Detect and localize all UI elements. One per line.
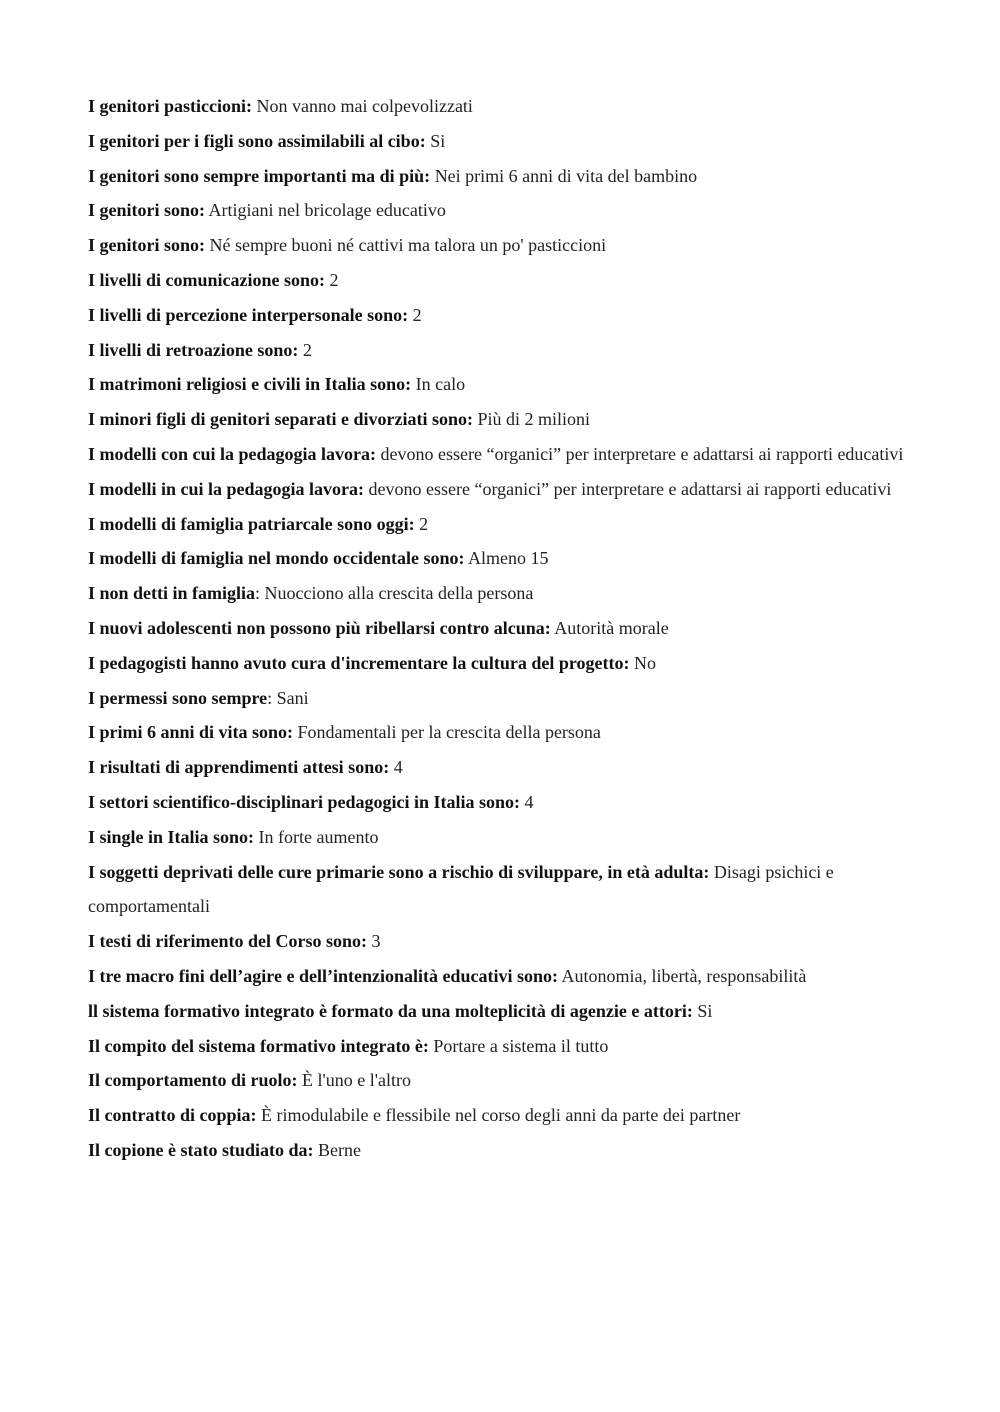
answer-text: 2 <box>325 269 339 290</box>
qa-entry <box>88 820 916 855</box>
answer-text: Nei primi 6 anni di vita del bambino <box>430 165 698 186</box>
answer-text: Autonomia, libertà, responsabilità <box>557 965 807 986</box>
qa-entry <box>88 1063 916 1098</box>
qa-entry <box>88 193 916 228</box>
question-text: I pedagogisti hanno avuto cura d'incrementare la cultura del progetto: <box>88 652 630 673</box>
answer-text: In forte aumento <box>254 826 379 847</box>
question-text: I nuovi adolescenti non possono più ribellarsi contro alcuna: <box>88 617 551 638</box>
question-text: I soggetti deprivati delle cure primarie sono a rischio di sviluppare, in età adulta: <box>88 861 710 882</box>
qa-list <box>88 89 916 1168</box>
qa-entry <box>88 507 916 542</box>
qa-entry <box>88 159 916 194</box>
answer-text: No <box>629 652 656 673</box>
question-text: Il comportamento di ruolo: <box>88 1070 298 1091</box>
question-text: ll sistema formativo integrato è formato da una molteplicità di agenzie e attori: <box>88 1000 693 1021</box>
qa-entry <box>88 924 916 959</box>
answer-text: In calo <box>411 374 466 395</box>
qa-entry <box>88 541 916 576</box>
question-text: I primi 6 anni di vita sono: <box>88 722 294 743</box>
question-text: I livelli di retroazione sono: <box>88 339 299 360</box>
answer-text: devono essere “organici” per interpretare e adattarsi ai rapporti educativi <box>364 478 892 499</box>
qa-entry <box>88 1133 916 1168</box>
question-text: I modelli in cui la pedagogia lavora: <box>88 478 365 499</box>
answer-text: Più di 2 milioni <box>472 409 591 430</box>
question-text: I genitori sono: <box>88 235 205 256</box>
answer-text: 2 <box>414 513 429 534</box>
answer-text: 2 <box>408 304 422 325</box>
answer-text: 4 <box>520 791 534 812</box>
question-text: Il contratto di coppia: <box>88 1105 257 1126</box>
question-text: I tre macro fini dell’agire e dell’intenzionalità educativi sono: <box>88 965 558 986</box>
question-text: I non detti in famiglia <box>88 583 256 604</box>
qa-entry <box>88 681 916 716</box>
qa-entry <box>88 1029 916 1064</box>
question-text: I genitori sono sempre importanti ma di più: <box>88 165 431 186</box>
qa-entry <box>88 298 916 333</box>
answer-text: devono essere “organici” per interpretare e adattarsi ai rapporti educativi <box>376 443 904 464</box>
qa-entry <box>88 402 916 437</box>
question-text: I genitori pasticcioni: <box>88 96 252 116</box>
qa-entry <box>88 472 916 507</box>
answer-text: Autorità morale <box>550 617 669 638</box>
answer-text: Artigiani nel bricolage educativo <box>205 200 446 221</box>
question-text: I single in Italia sono: <box>88 826 255 847</box>
answer-text: Si <box>692 1000 713 1021</box>
question-text: Il compito del sistema formativo integrato è: <box>88 1035 429 1056</box>
qa-entry <box>88 228 916 263</box>
question-text: I genitori sono: <box>88 200 205 221</box>
answer-text: 4 <box>389 757 403 778</box>
question-text: I genitori per i figli sono assimilabili al cibo: <box>88 130 426 151</box>
question-text: Il copione è stato studiato da: <box>88 1139 314 1160</box>
question-text: I minori figli di genitori separati e divorziati sono: <box>88 409 473 430</box>
qa-entry <box>88 785 916 820</box>
qa-entry <box>88 715 916 750</box>
qa-entry <box>88 855 916 925</box>
question-text: I modelli di famiglia patriarcale sono oggi: <box>88 513 415 534</box>
answer-text: : Nuocciono alla crescita della persona <box>255 583 534 604</box>
qa-entry <box>88 646 916 681</box>
question-text: I modelli con cui la pedagogia lavora: <box>88 443 376 464</box>
answer-text: 2 <box>298 339 312 360</box>
answer-text: Fondamentali per la crescita della persona <box>293 722 601 743</box>
answer-text: È l'uno e l'altro <box>297 1070 411 1091</box>
question-text: I matrimoni religiosi e civili in Italia sono: <box>88 374 412 395</box>
question-text: I permessi sono sempre <box>88 687 268 708</box>
question-text: I settori scientifico-disciplinari pedagogici in Italia sono: <box>88 791 520 812</box>
answer-text: Disagi psichici e comportamentali <box>88 861 834 917</box>
qa-entry <box>88 959 916 994</box>
question-text: I livelli di percezione interpersonale sono: <box>88 304 409 325</box>
answer-text: Almeno 15 <box>464 548 549 569</box>
question-text: I modelli di famiglia nel mondo occidentale sono: <box>88 548 465 569</box>
qa-entry <box>88 124 916 159</box>
question-text: I livelli di comunicazione sono: <box>88 269 326 290</box>
answer-text: Portare a sistema il tutto <box>428 1035 609 1056</box>
question-text: I risultati di apprendimenti attesi sono: <box>88 757 390 778</box>
answer-text: Non vanno mai colpevolizzati <box>252 96 473 116</box>
qa-entry <box>88 576 916 611</box>
qa-entry <box>88 333 916 368</box>
question-text: I testi di riferimento del Corso sono: <box>88 931 367 952</box>
answer-text: : Sani <box>267 687 309 708</box>
qa-entry <box>88 750 916 785</box>
answer-text: Né sempre buoni né cattivi ma talora un po' pasticcioni <box>205 235 607 256</box>
answer-text: Berne <box>313 1139 361 1160</box>
answer-text: È rimodulabile e flessibile nel corso degli anni da parte dei partner <box>256 1105 741 1126</box>
qa-entry <box>88 1098 916 1133</box>
qa-entry <box>88 263 916 298</box>
qa-entry <box>88 367 916 402</box>
qa-entry <box>88 437 916 472</box>
answer-text: Si <box>425 130 446 151</box>
qa-entry <box>88 611 916 646</box>
qa-entry <box>88 89 916 124</box>
qa-entry <box>88 994 916 1029</box>
answer-text: 3 <box>366 931 381 952</box>
